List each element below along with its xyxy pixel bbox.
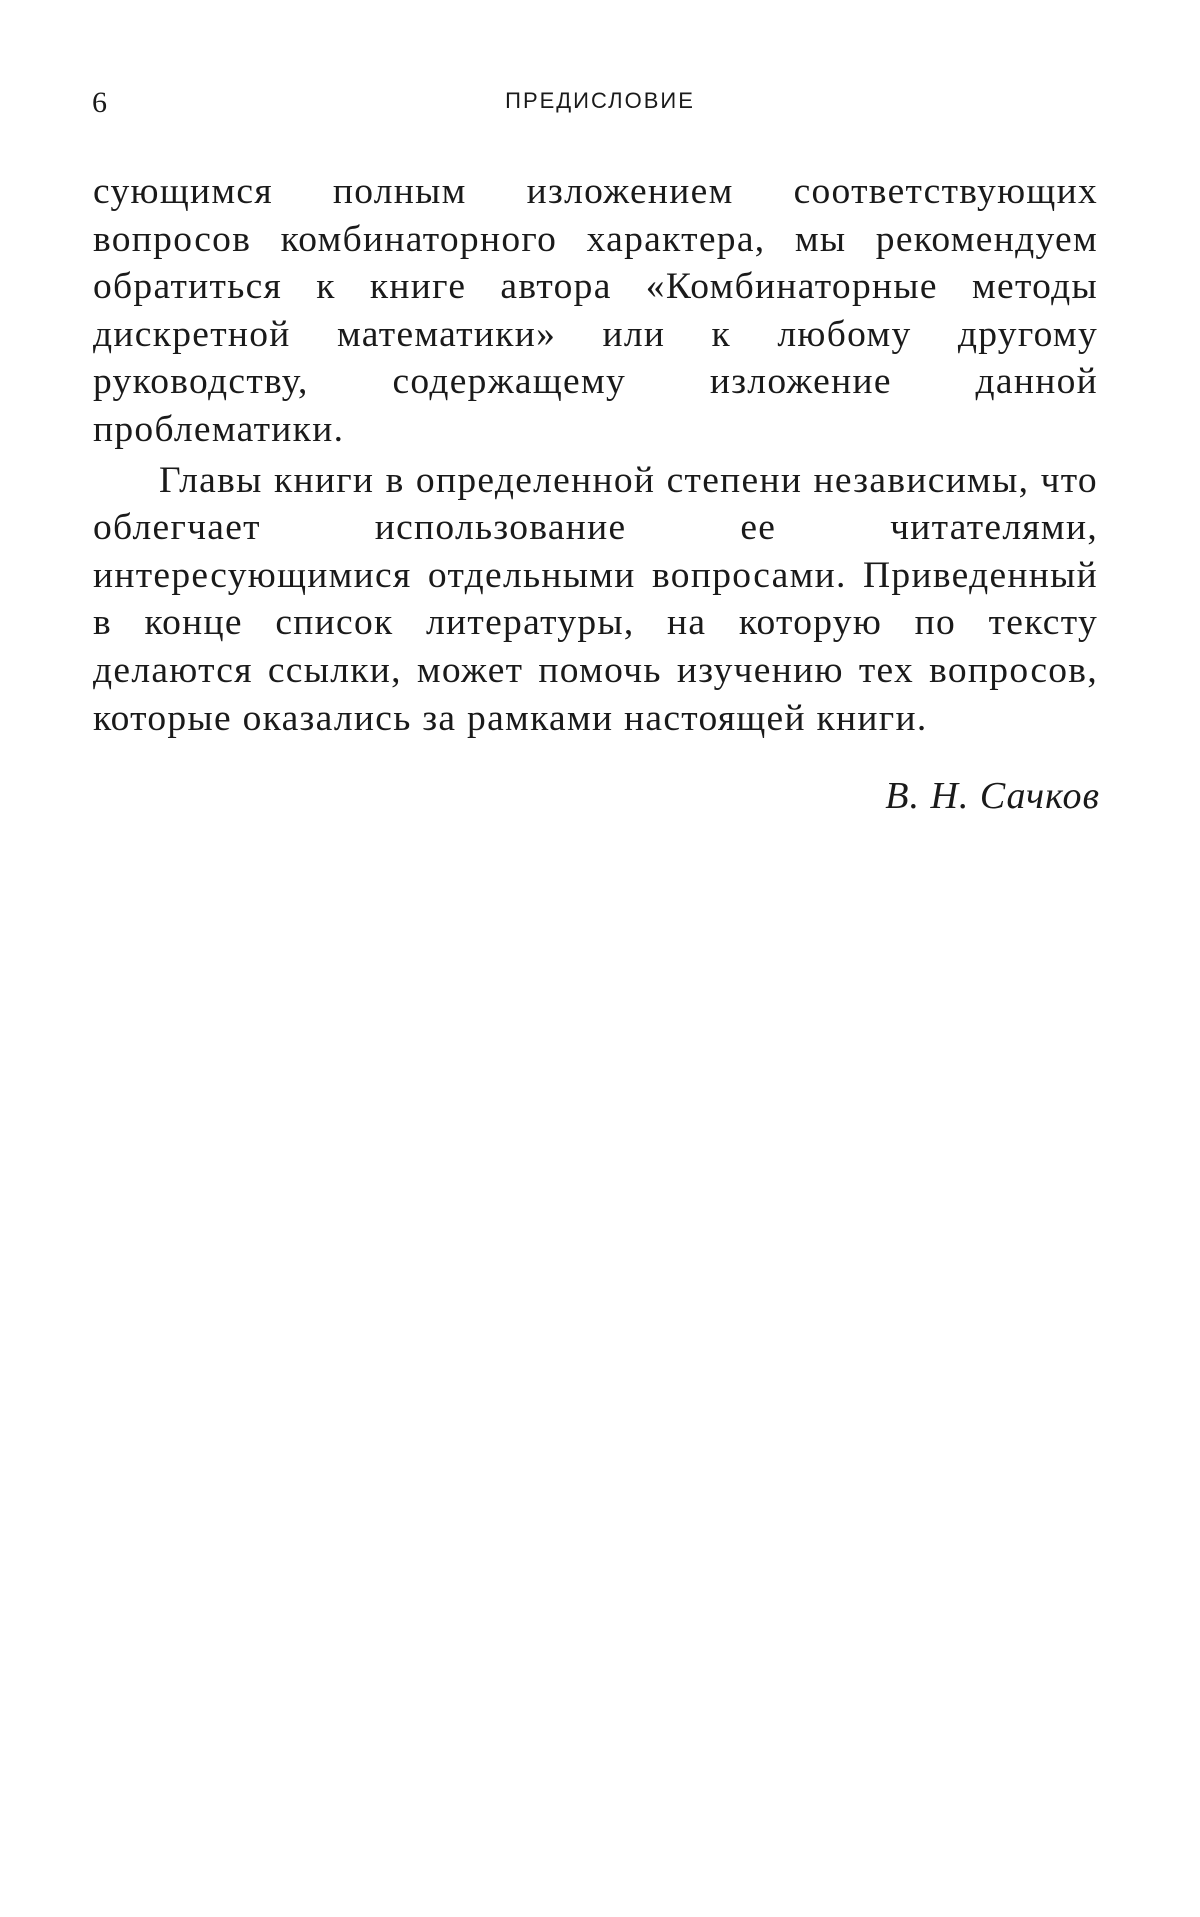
author-signature: В. Н. Сачков [885,775,1100,817]
running-head: ПРЕДИСЛОВИЕ [505,88,695,113]
body-text [93,168,1098,742]
paragraph-continuation: сующимся полным изложением соответствующих вопросов комбинаторного характера, мы рекомендуем обратиться к книге автора «Комбинаторные методы дискретной математики» или к любому другому руководству, содержащему изложение данной проблематики. [93,171,1098,450]
page-number: 6 [92,86,107,119]
paragraph: Главы книги в определенной степени независимы, что облегчает использование ее читателями, интересующимися отдельными вопросами. Приведенный в конце список литературы, на которую по тексту делаются ссылки, может помочь изучению тех вопросов, которые оказались за рамками настоящей книги. [93,459,1098,739]
